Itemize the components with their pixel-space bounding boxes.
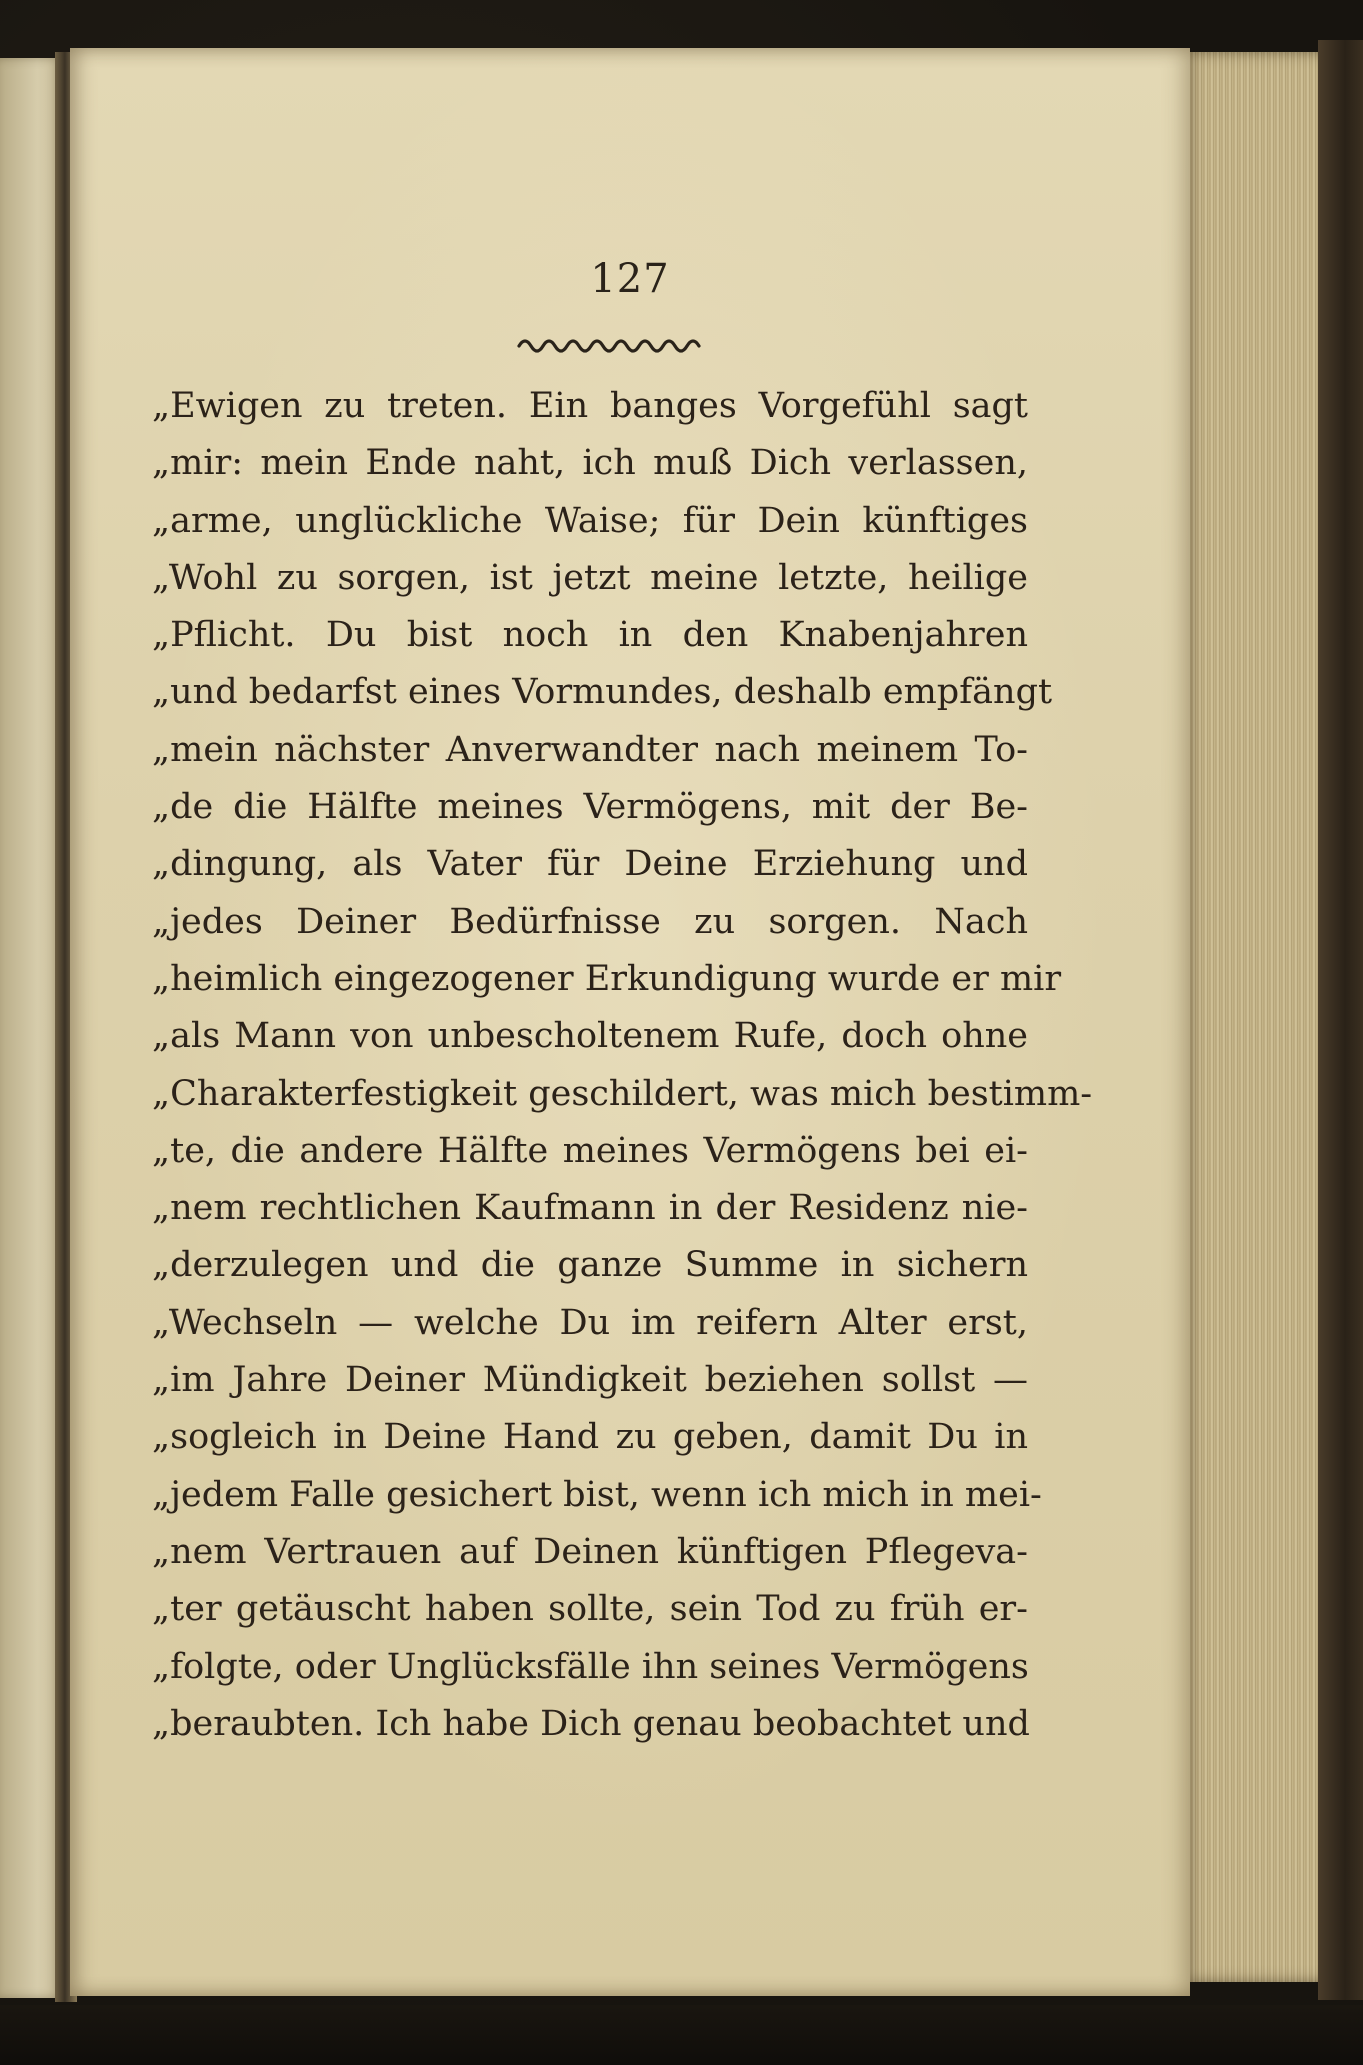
text-line: „arme, unglückliche Waise; für Dein künftiges bbox=[152, 500, 1028, 541]
text-line: „Ewigen zu treten. Ein banges Vorgefühl sagt bbox=[152, 386, 1028, 426]
book-page bbox=[70, 48, 1190, 1996]
text-line: „mir: mein Ende naht, ich muß Dich verlassen, bbox=[152, 443, 1028, 484]
page-number: 127 bbox=[590, 256, 670, 302]
text-line: „Wechseln — welche Du im reifern Alter erst, bbox=[152, 1302, 1028, 1343]
text-line: „te, die andere Hälfte meines Vermögens bei ei- bbox=[152, 1130, 1028, 1171]
wavy-rule-icon bbox=[517, 330, 707, 354]
text-line: „Wohl zu sorgen, ist jetzt meine letzte, heilige bbox=[152, 557, 1028, 598]
book-cover-edge bbox=[1318, 40, 1363, 2000]
text-line: „und bedarfst eines Vormundes, deshalb empfängt bbox=[152, 672, 1053, 713]
text-line: „folgte, oder Unglücksfälle ihn seines Vermögens bbox=[152, 1646, 1029, 1687]
body-text bbox=[152, 378, 1093, 1753]
text-line: „mein nächster Anverwandter nach meinem To- bbox=[152, 729, 1028, 770]
text-line: „heimlich eingezogener Erkundigung wurde er mir bbox=[152, 958, 1062, 999]
text-line: „jedes Deiner Bedürfnisse zu sorgen. Nach bbox=[152, 901, 1028, 942]
text-line: „nem rechtlichen Kaufmann in der Residenz nie- bbox=[152, 1188, 1028, 1229]
text-line: „beraubten. Ich habe Dich genau beobachtet und bbox=[152, 1703, 1030, 1744]
text-line: „de die Hälfte meines Vermögens, mit der Be- bbox=[152, 787, 1028, 828]
text-line: „Charakterfestigkeit geschildert, was mich bestimm- bbox=[152, 1073, 1093, 1114]
text-line: „als Mann von unbescholtenem Rufe, doch ohne bbox=[152, 1016, 1028, 1057]
left-page-edge bbox=[0, 58, 62, 1998]
text-line: „im Jahre Deiner Mündigkeit beziehen sollst — bbox=[152, 1360, 1028, 1401]
text-line: „sogleich in Deine Hand zu geben, damit Du in bbox=[152, 1417, 1028, 1458]
text-line: „Pflicht. Du bist noch in den Knabenjahren bbox=[152, 615, 1028, 656]
text-line: „jedem Falle gesichert bist, wenn ich mich in mei- bbox=[152, 1474, 1042, 1515]
text-line: „derzulegen und die ganze Summe in sichern bbox=[152, 1245, 1028, 1286]
text-line: „dingung, als Vater für Deine Erziehung und bbox=[152, 844, 1028, 885]
text-line: „ter getäuscht haben sollte, sein Tod zu früh er- bbox=[152, 1589, 1028, 1630]
book-cover-bottom bbox=[0, 2005, 1363, 2065]
text-line: „nem Vertrauen auf Deinen künftigen Pflegeva- bbox=[152, 1531, 1028, 1572]
